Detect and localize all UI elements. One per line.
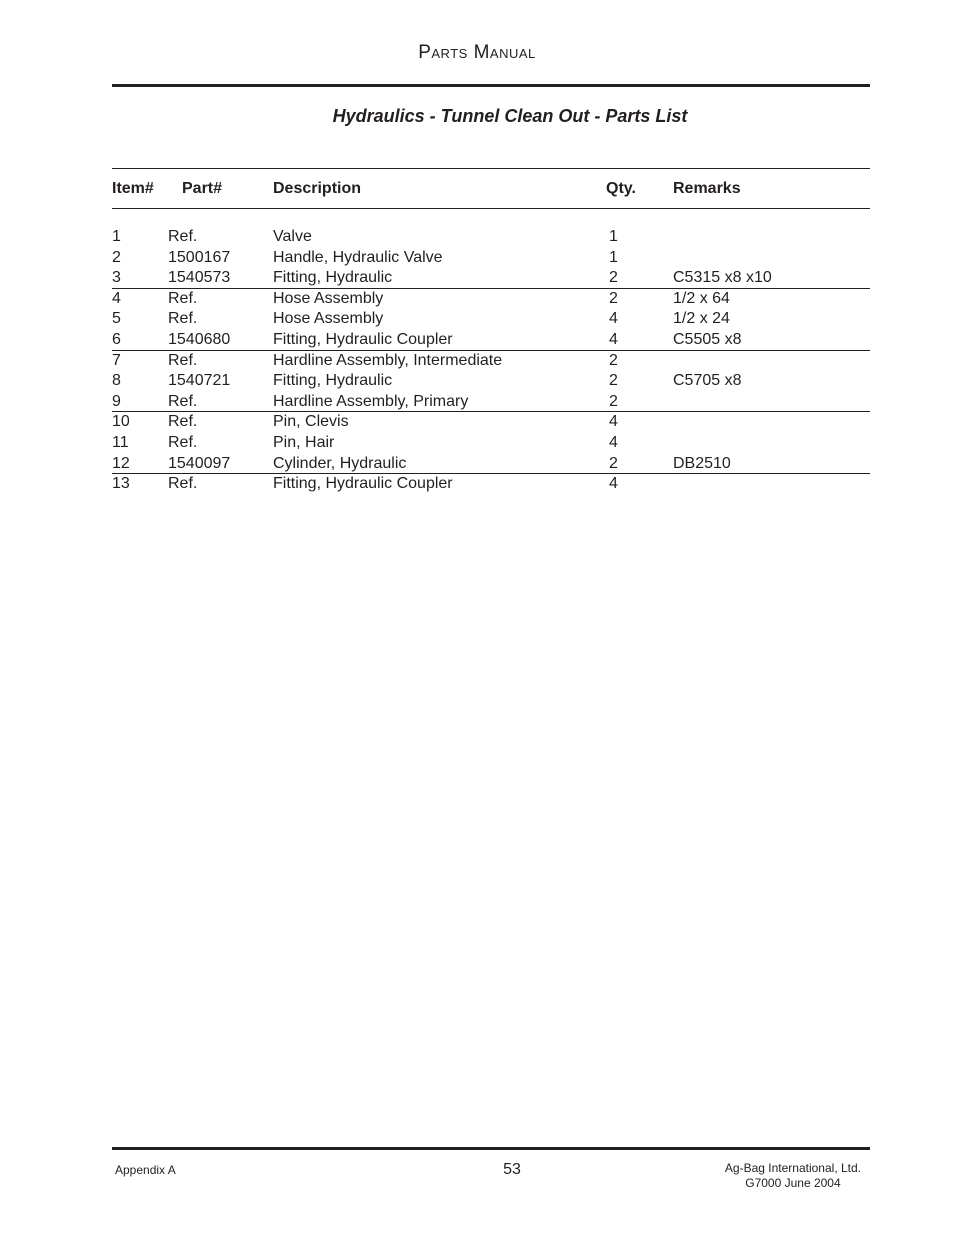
table-row (112, 412, 870, 433)
footer-company: Ag-Bag International, Ltd. (724, 1161, 861, 1175)
cell-description: Hardline Assembly, Intermediate (273, 351, 503, 369)
footer-doc-code: G7000 June 2004 (745, 1176, 841, 1190)
cell-part: Ref. (168, 310, 198, 328)
cell-remarks: 1/2 x 64 (673, 289, 730, 307)
cell-part: Ref. (168, 413, 198, 431)
column-header-qty: Qty. (606, 180, 636, 197)
cell-part: Ref. (168, 392, 198, 410)
cell-qty: 4 (609, 310, 618, 328)
footer-publisher (725, 1161, 861, 1191)
table-row (112, 454, 870, 475)
cell-part: 1540097 (168, 454, 231, 472)
cell-qty: 2 (609, 454, 618, 472)
cell-qty: 4 (609, 330, 618, 348)
cell-part: Ref. (168, 228, 198, 245)
cell-item: 9 (112, 392, 121, 410)
cell-description: Hose Assembly (273, 289, 384, 307)
cell-qty: 4 (609, 413, 618, 431)
cell-part: Ref. (168, 351, 198, 369)
table-row (112, 371, 870, 392)
table-row (112, 289, 870, 310)
table-row (112, 351, 870, 372)
cell-item: 10 (112, 413, 130, 431)
cell-item: 5 (112, 310, 121, 328)
cell-part: 1540721 (168, 372, 231, 390)
table-row (112, 227, 870, 248)
cell-description: Cylinder, Hydraulic (273, 454, 407, 472)
cell-description: Pin, Hair (273, 433, 335, 451)
cell-part: Ref. (168, 289, 198, 307)
table-header-row (112, 180, 870, 202)
table-top-rule (112, 168, 870, 169)
cell-description: Fitting, Hydraulic (273, 269, 393, 287)
table-row (112, 433, 870, 454)
cell-qty: 2 (609, 351, 618, 369)
cell-remarks: 1/2 x 24 (673, 310, 730, 328)
table-row (112, 392, 870, 413)
cell-item: 11 (112, 433, 129, 451)
cell-item: 7 (112, 351, 121, 369)
table-header-rule (112, 208, 870, 209)
column-header-item: Item# (112, 180, 154, 197)
cell-part: 1500167 (168, 248, 231, 266)
cell-description: Pin, Clevis (273, 413, 349, 431)
parts-list (112, 227, 870, 495)
cell-remarks: C5315 x8 x10 (673, 269, 772, 287)
cell-item: 13 (112, 475, 130, 493)
cell-description: Valve (273, 228, 312, 245)
footer-section-label: Appendix A (115, 1163, 176, 1177)
cell-remarks: C5505 x8 (673, 330, 742, 348)
cell-description: Hardline Assembly, Primary (273, 392, 469, 410)
cell-qty: 2 (609, 372, 618, 390)
table-row (112, 474, 870, 495)
cell-item: 8 (112, 372, 121, 390)
page-header-title: Parts Manual (418, 42, 536, 63)
footer-rule (112, 1147, 870, 1150)
column-header-remarks: Remarks (673, 180, 741, 197)
cell-item: 4 (112, 289, 121, 307)
cell-item: 2 (112, 248, 121, 266)
table-row (112, 268, 870, 289)
table-row (112, 330, 870, 351)
page-number: 53 (503, 1161, 521, 1178)
cell-part: Ref. (168, 475, 198, 493)
cell-qty: 2 (609, 289, 618, 307)
column-header-description: Description (273, 180, 362, 197)
cell-remarks: C5705 x8 (673, 372, 742, 390)
cell-item: 1 (112, 228, 121, 245)
cell-part: 1540680 (168, 330, 231, 348)
cell-description: Fitting, Hydraulic Coupler (273, 330, 453, 348)
cell-qty: 2 (609, 269, 618, 287)
cell-qty: 1 (609, 248, 618, 266)
cell-item: 12 (112, 454, 130, 472)
cell-description: Fitting, Hydraulic Coupler (273, 475, 453, 493)
cell-part: Ref. (168, 433, 198, 451)
cell-qty: 4 (609, 475, 618, 493)
header-rule (112, 84, 870, 87)
cell-description: Handle, Hydraulic Valve (273, 248, 443, 266)
cell-remarks: DB2510 (673, 454, 731, 472)
cell-qty: 1 (609, 228, 618, 245)
column-header-part: Part# (182, 180, 223, 197)
cell-part: 1540573 (168, 269, 231, 287)
cell-description: Fitting, Hydraulic (273, 372, 393, 390)
cell-qty: 4 (609, 433, 618, 451)
cell-item: 3 (112, 269, 121, 287)
table-row (112, 248, 870, 269)
cell-description: Hose Assembly (273, 310, 384, 328)
cell-item: 6 (112, 330, 121, 348)
document-title: Hydraulics - Tunnel Clean Out - Parts List (332, 106, 688, 126)
table-row (112, 309, 870, 330)
cell-qty: 2 (609, 392, 618, 410)
